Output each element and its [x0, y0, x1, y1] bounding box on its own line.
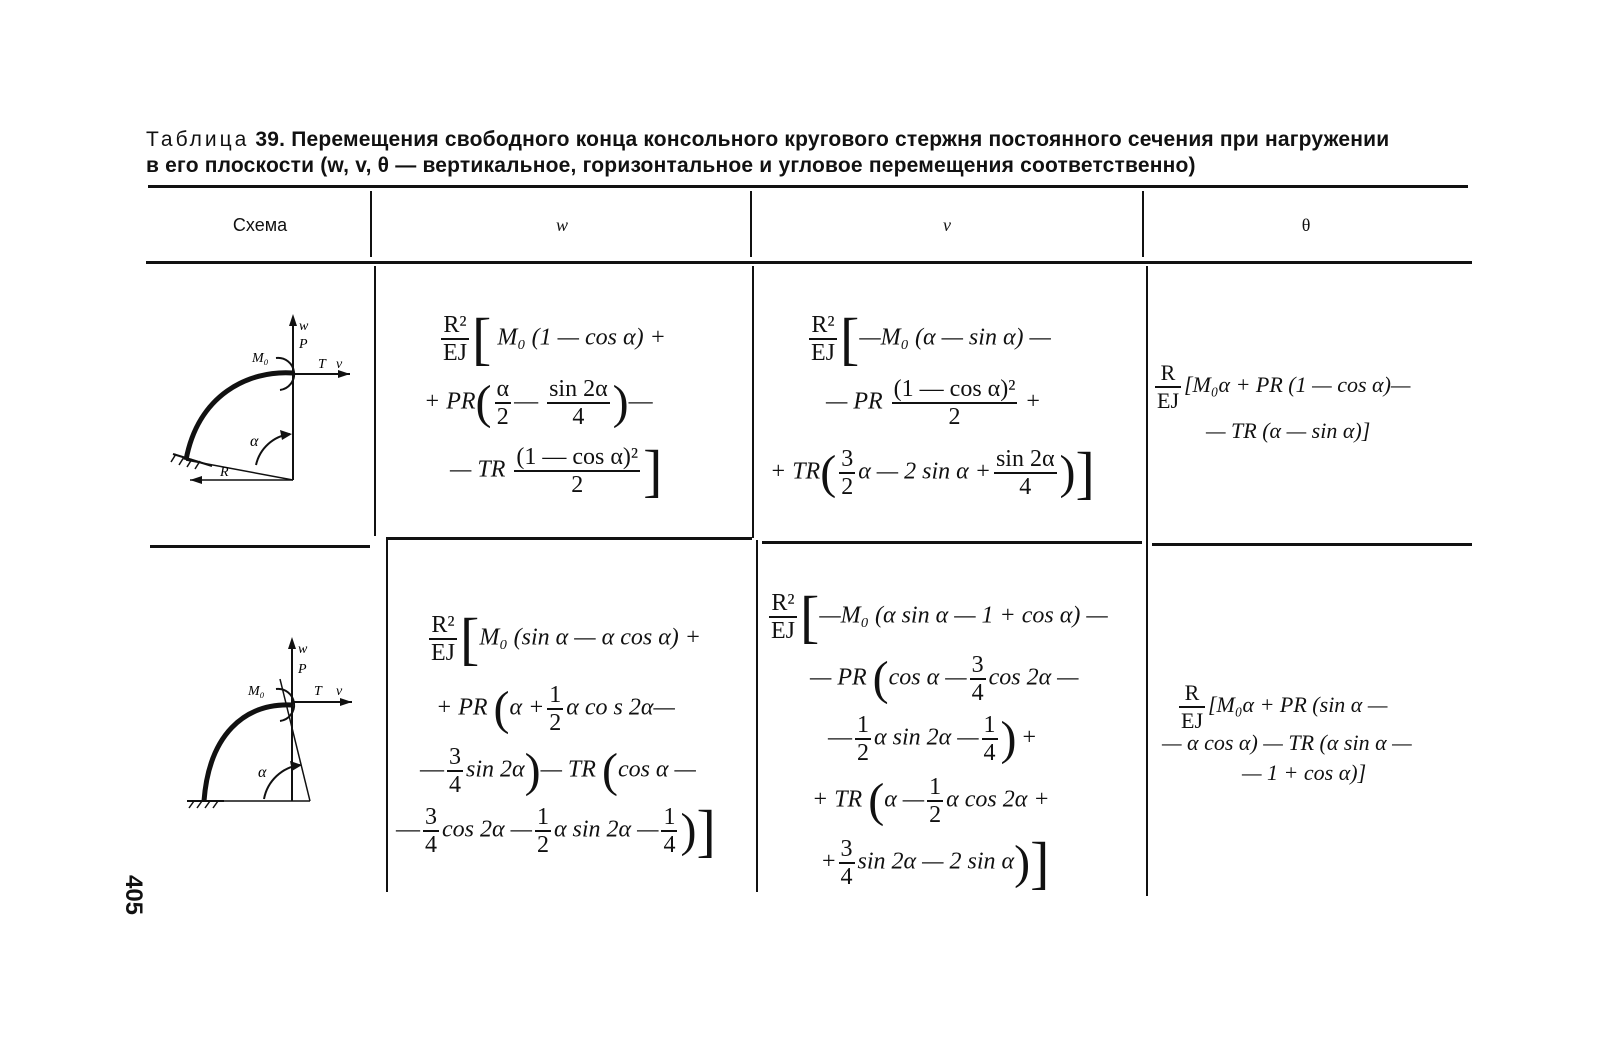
- scheme2-w-label: w: [298, 642, 308, 657]
- caption-line-2: в его плоскости (w, v, θ — вертикальное, горизонтальное и угловое перемещения соответственно): [146, 154, 1196, 177]
- table-caption: [146, 127, 1516, 179]
- scheme1-w-label: w: [299, 319, 309, 334]
- row1-theta-line1-body: [M₀α + PR (1 — cos α)—: [1184, 372, 1411, 398]
- row2-v-line3-frac1: $\frac{1}{2}$: [857, 712, 869, 766]
- row-divider-4: [1152, 543, 1472, 546]
- row2-theta-line1: $\frac{R}{EJ}$ [M₀α + PR (sin α —: [1181, 680, 1388, 733]
- row1-v-line3-frac2: $\frac{\sin 2\alpha}{4}$: [995, 446, 1055, 500]
- row1-w-line1: $\frac{\text{R²}}{EJ}$ [ M₀ (1 — cos α) +: [443, 306, 666, 371]
- scheme1-m0-label: M₀: [252, 351, 269, 366]
- col-sep-2: [752, 266, 754, 538]
- row2-theta-line3: — 1 + cos α)]: [1242, 760, 1367, 785]
- row1-theta-cell: [1148, 340, 1478, 460]
- row1-v-line3-a: + TR: [770, 458, 821, 485]
- row2-theta-cell: [1150, 668, 1480, 798]
- row2-v-cell: [760, 560, 1148, 895]
- row2-theta-line2: — α cos α) — TR (α sin α —: [1162, 730, 1412, 755]
- scheme1-p-label: P: [299, 337, 308, 352]
- row1-v-line3: + TR( $\frac{3}{2}$ α — 2 sin α + $\frac{\sin 2\alpha}{4}$ )]: [770, 440, 1095, 505]
- col-sep-1b: [386, 540, 388, 892]
- row2-v-line4-frac: $\frac{1}{2}$: [929, 774, 942, 828]
- row-divider-2: [386, 537, 752, 540]
- row-divider-3: [762, 541, 1142, 544]
- page-number: 405: [120, 874, 147, 916]
- row2-w-line1-body: M₀ (sin α — α cos α) +: [479, 624, 701, 651]
- row1-v-line2-end: +: [1026, 388, 1040, 415]
- row2-w-line1: $\frac{\text{R²}}{EJ}$ [M₀ (sin α — α cos α) +: [431, 606, 701, 671]
- row1-w-line2-frac2: $\frac{\sin 2\alpha}{4}$: [549, 376, 608, 430]
- row1-theta-line1: [1152, 360, 1410, 414]
- header-bottom-rule: [146, 261, 1472, 264]
- row2-w-line4-frac1: $\frac{3}{4}$: [425, 804, 437, 858]
- col-sep-2b: [756, 540, 758, 892]
- row2-w-line4-frac2: $\frac{1}{2}$: [536, 804, 549, 858]
- row2-w-line2-frac: $\frac{1}{2}$: [549, 682, 562, 736]
- row-divider-1: [150, 545, 370, 548]
- row2-v-frac-r2-ej: $\frac{\text{R²}}{EJ}$: [771, 590, 795, 644]
- caption-line-1: [146, 127, 1516, 153]
- row1-v-frac-r2-ej: $\frac{\text{R²}}{EJ}$: [811, 312, 835, 366]
- row2-v-line1-body: —M₀ (α sin α — 1 + cos α) —: [819, 602, 1108, 629]
- row1-v-line1-body: —M₀ (α — sin α) —: [859, 324, 1051, 351]
- scheme2-m0-label: M₀: [248, 684, 265, 699]
- row1-v-line2: [826, 376, 1040, 430]
- caption-line-1-text: 39. Перемещения свободного конца консольного кругового стержня постоянного сечения при нагружении: [249, 128, 1390, 151]
- row2-w-frac-r2-ej: $\frac{\text{R²}}{EJ}$: [431, 612, 455, 666]
- row2-v-line4: + TR (α — $\frac{1}{2}$ α cos 2α +: [812, 774, 1050, 828]
- row2-w-line4: — $\frac{3}{4}$ cos 2α — $\frac{1}{2}$ α sin 2α — $\frac{1}{4}$ )]: [396, 798, 716, 863]
- row1-w-frac-r2-ej: [441, 312, 469, 366]
- row1-v-line2-a: — PR: [826, 388, 883, 415]
- row1-w-frac-den: EJ: [443, 340, 467, 366]
- row2-w-line3-frac: $\frac{3}{4}$: [449, 744, 461, 798]
- scheme-diagram-1: [168, 310, 358, 495]
- row2-theta-frac: $\frac{R}{EJ}$: [1181, 680, 1203, 733]
- row1-w-line3-a: — TR: [450, 456, 506, 483]
- scheme2-v-label: v: [336, 684, 343, 699]
- row2-v-line2-frac: $\frac{3}{4}$: [971, 652, 984, 706]
- row2-v-line1: $\frac{\text{R²}}{EJ}$ [—M₀ (α sin α — 1 + cos α) —: [771, 584, 1108, 649]
- scheme1-alpha-label: α: [250, 433, 259, 450]
- row1-w-cell: [378, 298, 748, 528]
- table-top-rule: [148, 185, 1468, 188]
- row2-v-line2: — PR (cos α — $\frac{3}{4}$ cos 2α —: [810, 652, 1079, 706]
- row2-w-cell: [390, 596, 754, 866]
- header-col-sep-3: [1142, 191, 1144, 257]
- col-sep-1: [374, 266, 376, 536]
- row2-v-line3-frac2: $\frac{1}{4}$: [983, 712, 996, 766]
- header-v: v: [943, 215, 951, 235]
- scheme2-alpha-label: α: [258, 764, 267, 781]
- header-w: w: [555, 215, 568, 235]
- row2-v-line3: — $\frac{1}{2}$ α sin 2α — $\frac{1}{4}$ ) +: [828, 712, 1037, 766]
- row1-v-line3-mid: α — 2 sin α +: [858, 458, 991, 485]
- row2-w-line2: + PR (α + $\frac{1}{2}$ α co s 2α—: [436, 682, 675, 736]
- caption-lead: Таблица: [146, 128, 250, 151]
- row1-theta-frac: $\frac{R}{EJ}$: [1157, 360, 1179, 413]
- row1-v-line1: $\frac{\text{R²}}{EJ}$ [—M₀ (α — sin α) —: [811, 306, 1051, 371]
- row1-w-line3: — TR $\frac{\text{(1 — cos α)²}}{2}$ ]: [450, 438, 663, 503]
- scheme2-t-label: T: [314, 684, 322, 699]
- row1-v-cell: [756, 298, 1144, 528]
- row1-w-line2-frac1: $\frac{\alpha}{2}$: [496, 376, 510, 430]
- row1-w-line2-a: + PR: [424, 388, 476, 415]
- row1-v-line3-frac1: $\frac{3}{2}$: [841, 446, 854, 500]
- row1-theta-line2: — TR (α — sin α)]: [1206, 418, 1371, 443]
- scheme2-p-label: P: [298, 662, 307, 677]
- row2-w-line3: — $\frac{3}{4}$ sin 2α)— TR (cos α —: [420, 744, 696, 798]
- row2-v-line5-frac: $\frac{3}{4}$: [840, 836, 853, 890]
- row1-v-line2-frac: $\frac{\text{(1 — cos α)²}}{2}$: [893, 376, 1016, 430]
- row1-w-line2-end: —: [628, 388, 653, 415]
- row2-w-line4-frac3: $\frac{1}{4}$: [663, 804, 676, 858]
- scheme-diagram-2: [184, 635, 364, 810]
- row1-w-frac-num: R²: [441, 312, 469, 340]
- row2-v-line5: + $\frac{3}{4}$ sin 2α — 2 sin α)]: [822, 830, 1050, 895]
- row1-w-line2-mid: —: [514, 388, 539, 415]
- row1-w-line2: + PR( $\frac{\alpha}{2}$ — $\frac{\sin 2\alpha}{4}$ )—: [424, 376, 653, 430]
- scheme1-r-label: R: [220, 465, 229, 480]
- header-theta: θ: [1301, 215, 1311, 235]
- row1-w-line1-body: M₀ (1 — cos α) +: [497, 324, 666, 351]
- row1-w-line3-frac: $\frac{\text{(1 — cos α)²}}{2}$: [516, 444, 639, 498]
- scheme1-t-label: T: [318, 357, 326, 372]
- scheme1-v-label: v: [336, 357, 343, 372]
- header-col-sep-1: [370, 191, 372, 257]
- header-scheme: Схема: [232, 215, 288, 235]
